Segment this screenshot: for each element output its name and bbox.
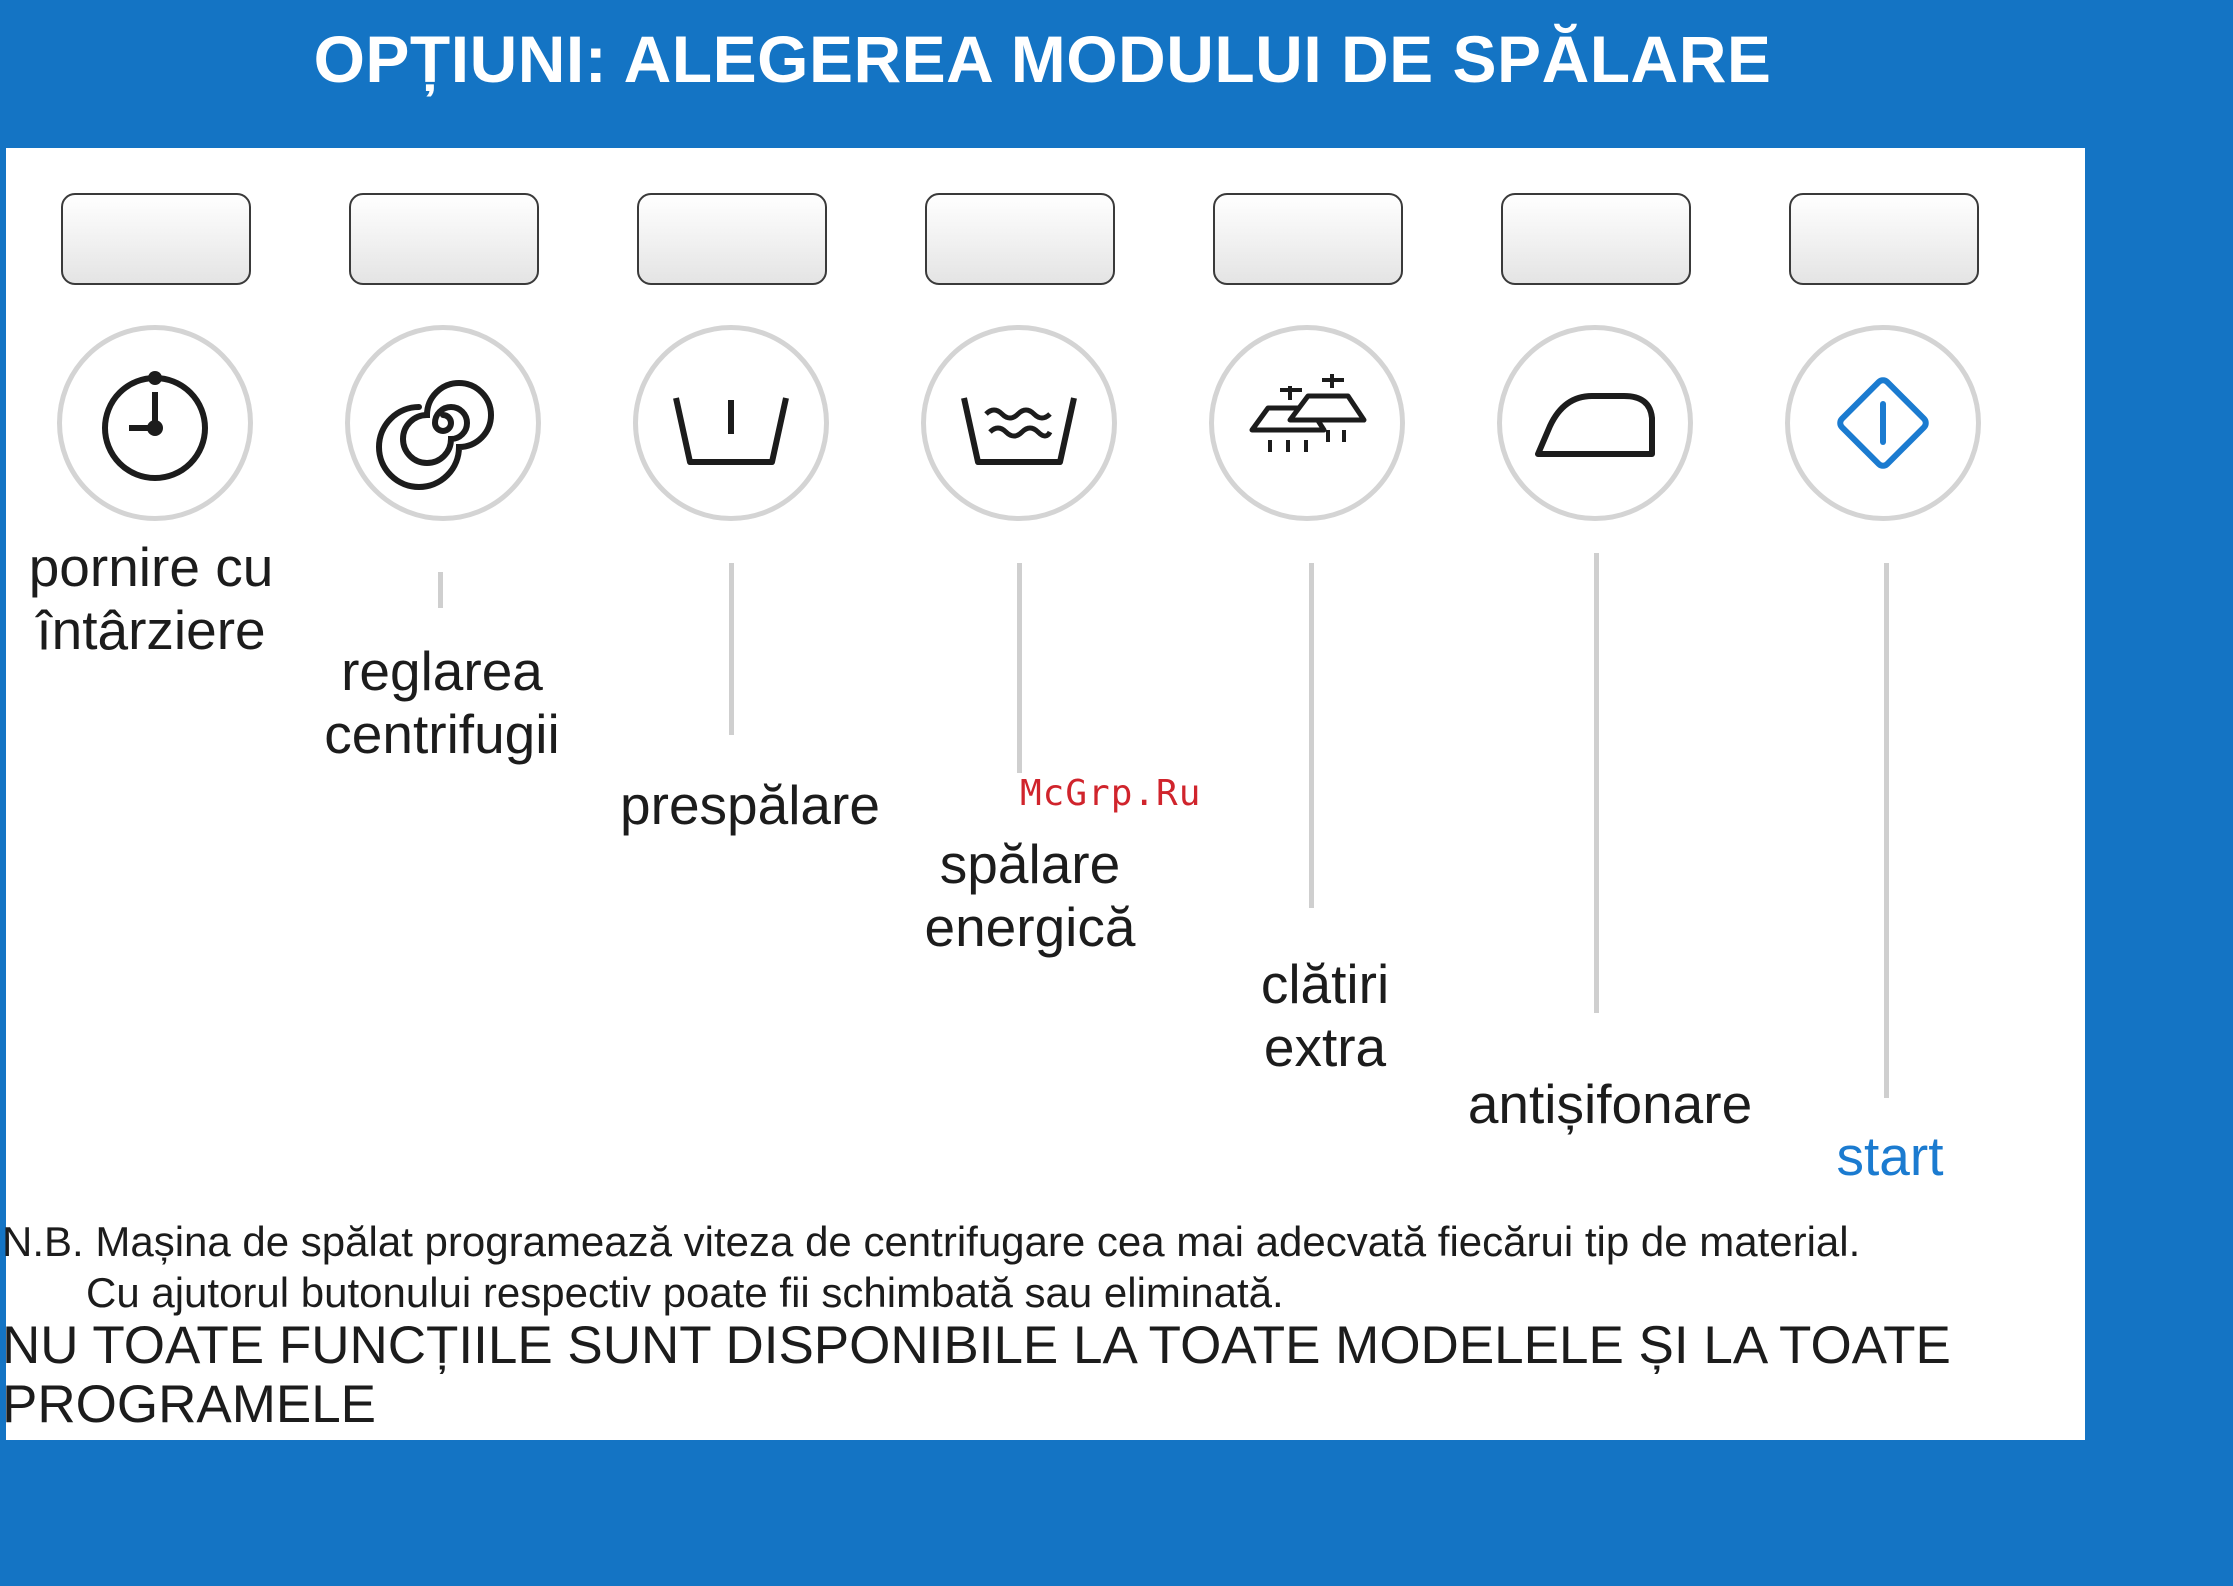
spin-leader — [438, 572, 443, 608]
shower-icon — [1214, 330, 1400, 516]
spin-label: reglarea centrifugii — [324, 640, 560, 765]
extra-rinse-button[interactable] — [1213, 193, 1403, 285]
iron-icon — [1502, 330, 1688, 516]
intensive-wash-label: spălare energică — [924, 833, 1136, 958]
clock-icon — [62, 330, 248, 516]
note-line-2: Cu ajutorul butonului respectiv poate fii schimbată sau eliminată. — [86, 1269, 1284, 1316]
delay-start-label: pornire cu întârziere — [28, 536, 274, 661]
spin-dial[interactable] — [345, 325, 541, 521]
tub-waves-icon — [926, 330, 1112, 516]
easy-iron-leader — [1594, 553, 1599, 1013]
easy-iron-dial[interactable] — [1497, 325, 1693, 521]
extra-rinse-leader — [1309, 563, 1314, 908]
easy-iron-label: antișifonare — [1467, 1073, 1753, 1135]
extra-rinse-label: clătiri extra — [1260, 953, 1390, 1078]
spiral-icon — [350, 330, 536, 516]
spin-button[interactable] — [349, 193, 539, 285]
intensive-wash-leader — [1017, 563, 1022, 773]
delay-start-dial[interactable] — [57, 325, 253, 521]
extra-rinse-dial[interactable] — [1209, 325, 1405, 521]
page-title: OPȚIUNI: ALEGEREA MODULUI DE SPĂLARE — [313, 22, 1772, 96]
easy-iron-button[interactable] — [1501, 193, 1691, 285]
availability-warning: NU TOATE FUNCȚIILE SUNT DISPONIBILE LA TOATE MODELELE ȘI LA TOATE PROGRAMELE — [2, 1316, 1951, 1434]
note-line-1: N.B. Mașina de spălat programează viteza de centrifugare cea mai adecvată fiecărui tip de material. — [2, 1218, 1861, 1265]
prewash-label: prespălare — [620, 774, 880, 836]
tub-prewash-icon — [638, 330, 824, 516]
intensive-wash-dial[interactable] — [921, 325, 1117, 521]
watermark: McGrp.Ru — [1020, 773, 1202, 814]
start-label: start — [1836, 1125, 1944, 1187]
start-dial[interactable] — [1785, 325, 1981, 521]
start-leader — [1884, 563, 1889, 1098]
prewash-dial[interactable] — [633, 325, 829, 521]
delay-start-button[interactable] — [61, 193, 251, 285]
start-button[interactable] — [1789, 193, 1979, 285]
prewash-leader — [729, 563, 734, 735]
intensive-wash-button[interactable] — [925, 193, 1115, 285]
start-icon — [1790, 330, 1976, 516]
prewash-button[interactable] — [637, 193, 827, 285]
